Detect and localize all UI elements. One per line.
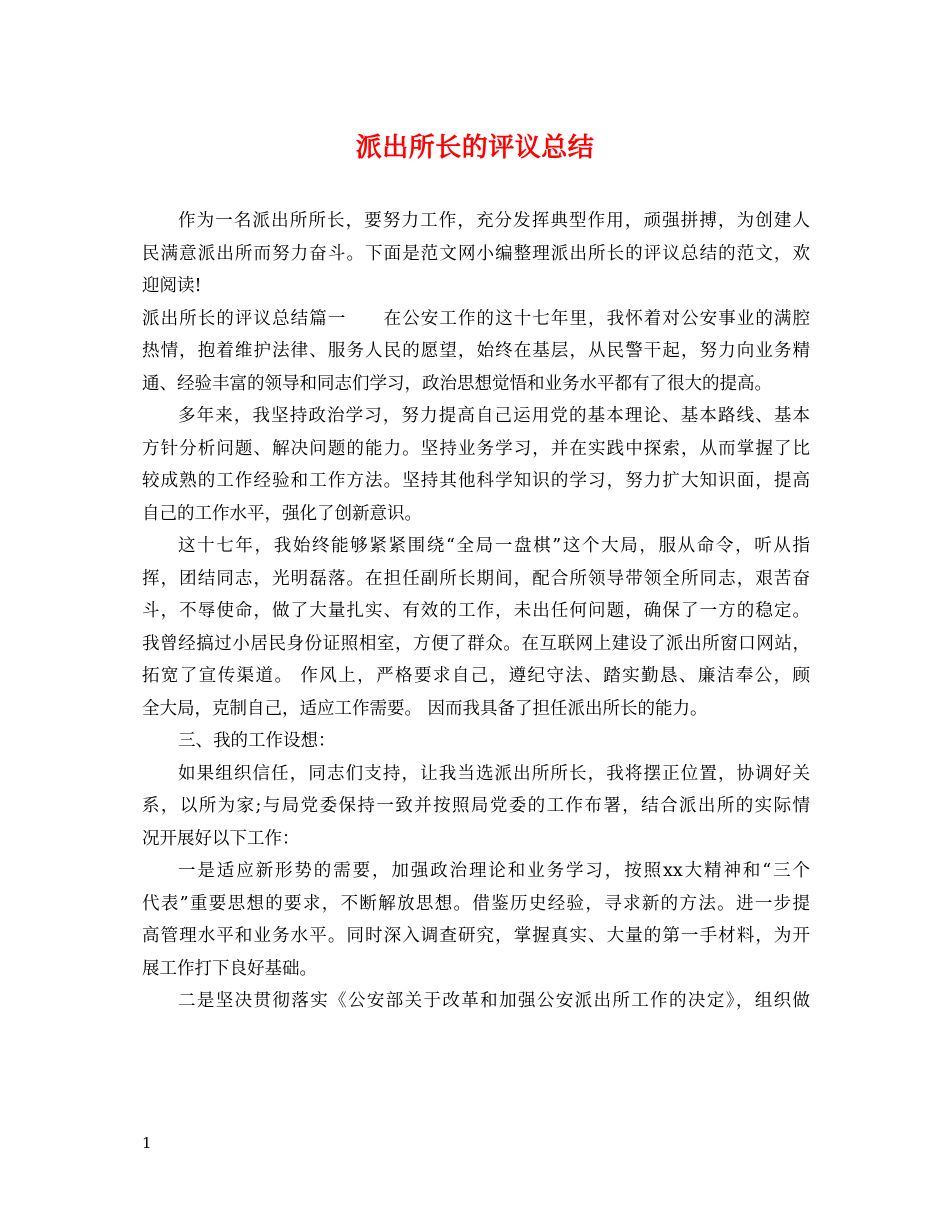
paragraph-line: 斗，不辱使命，做了大量扎实、有效的工作，未出任何问题，确保了一方的稳定。 <box>142 601 810 621</box>
paragraph-line: 全大局，克制自己，适应工作需要。 因而我具备了担任派出所长的能力。 <box>142 698 708 719</box>
section-heading: 三、我的工作设想： <box>178 731 336 751</box>
paragraph-line: 迎阅读! <box>142 276 202 296</box>
paragraph-line: 况开展好以下工作： <box>142 828 300 849</box>
paragraph-line: 较成熟的工作经验和工作方法。坚持其他科学知识的学习，努力扩大知识面，提高 <box>142 471 810 491</box>
document-body <box>142 205 810 1018</box>
paragraph-line: 通、经验丰富的领导和同志们学习，政治思想觉悟和业务水平都有了很大的提高。 <box>142 373 772 394</box>
page-title: 派出所长的评议总结 <box>355 133 595 163</box>
paragraph-line: 热情，抱着维护法律、服务人民的愿望，始终在基层，从民警干起，努力向业务精 <box>142 341 810 361</box>
paragraph-line: 高管理水平和业务水平。同时深入调查研究，掌握真实、大量的第一手材料，为开 <box>142 926 810 946</box>
paragraph-line: 方针分析问题、解决问题的能力。坚持业务学习，并在实践中探索，从而掌握了比 <box>142 438 810 459</box>
paragraph-line: 作为一名派出所所长，要努力工作，充分发挥典型作用，顽强拼搏，为创建人 <box>178 211 810 231</box>
paragraph-line: 如果组织信任，同志们支持，让我当选派出所所长，我将摆正位置，协调好关 <box>178 763 810 784</box>
paragraph-line: 我曾经搞过小居民身份证照相室，方便了群众。在互联网上建设了派出所窗口网站， <box>142 633 810 654</box>
paragraph-line: 二是坚决贯彻落实《公安部关于改革和加强公安派出所工作的决定》，组织做 <box>178 991 810 1011</box>
paragraph-line: 系，以所为家;与局党委保持一致并按照局党委的工作布署，结合派出所的实际情 <box>142 796 810 816</box>
paragraph-line: 代表”重要思想的要求，不断解放思想。借鉴历史经验，寻求新的方法。进一步提 <box>142 893 810 914</box>
paragraph-line: 民满意派出所而努力奋斗。下面是范文网小编整理派出所长的评议总结的范文，欢 <box>142 243 810 264</box>
paragraph-line: 多年来，我坚持政治学习，努力提高自己运用党的基本理论、基本路线、基本 <box>178 406 810 426</box>
page-number: 1 <box>142 1134 152 1152</box>
paragraph-line: 自己的工作水平，强化了创新意识。 <box>142 503 422 524</box>
paragraph-line: 一是适应新形势的需要，加强政治理论和业务学习，按照xx大精神和“三个 <box>178 861 810 881</box>
paragraph-line: 这十七年，我始终能够紧紧围绕“全局一盘棋”这个大局，服从命令，听从指 <box>178 536 810 556</box>
paragraph-line: 挥，团结同志，光明磊落。在担任副所长期间，配合所领导带领全所同志，艰苦奋 <box>142 568 810 589</box>
paragraph-line: 展工作打下良好基础。 <box>142 958 317 979</box>
paragraph-line: 派出所长的评议总结篇一 在公安工作的这十七年里，我怀着对公安事业的满腔 <box>142 308 810 329</box>
paragraph-line: 拓宽了宣传渠道。 作风上，严格要求自己，遵纪守法、踏实勤恳、廉洁奉公，顾 <box>142 666 810 686</box>
